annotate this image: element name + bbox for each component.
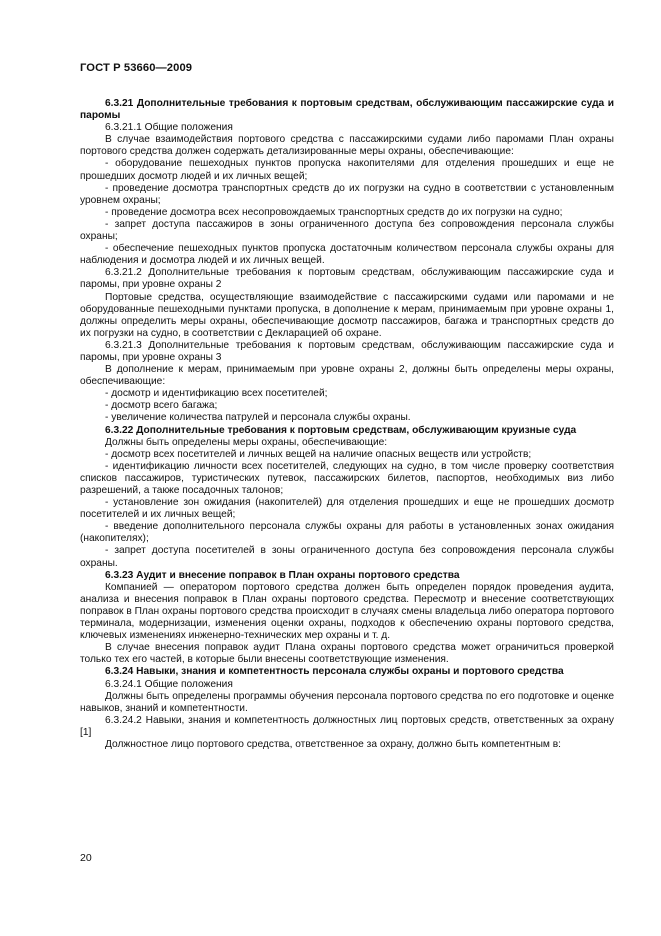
paragraph: В случае внесения поправок аудит Плана охраны портового средства может ограничиться проверкой только тех его частей, в которые были внесены соответствующие изменения. xyxy=(80,642,614,666)
paragraph: - запрет доступа пассажиров в зоны ограниченного доступа без сопровождения персонала службы охраны; xyxy=(80,218,614,243)
paragraph: 6.3.21.1 Общие положения xyxy=(105,122,233,134)
paragraph: - проведение досмотра всех несопровождаемых транспортных средств до их погрузки на судно; xyxy=(105,206,563,218)
section-heading: 6.3.23 Аудит и внесение поправок в План охраны портового средства xyxy=(105,569,460,581)
page-number: 20 xyxy=(80,852,92,864)
paragraph: - обеспечение пешеходных пунктов пропуска достаточным количеством персонала службы охраны для наблюдения и досмотра людей и их личных вещей. xyxy=(80,243,614,267)
section-heading: 6.3.21 Дополнительные требования к портовым средствам, обслуживающим пассажирские суда и паромы xyxy=(80,98,614,122)
paragraph: - досмотр всех посетителей и личных вещей на наличие опасных веществ или устройств; xyxy=(105,448,532,460)
paragraph: Должны быть определены меры охраны, обеспечивающие: xyxy=(105,436,388,448)
paragraph: Должны быть определены программы обучения персонала портового средства по его подготовке и оценке навыков, знаний и компетентности. xyxy=(80,690,614,714)
paragraph: - установление зон ожидания (накопителей) для отделения прошедших и еще не прошедших досмотр посетителей и их личных вещей; xyxy=(80,497,614,521)
paragraph: - введение дополнительного персонала службы охраны для работы в установленных зонах ожидания (накопителях); xyxy=(80,521,614,545)
paragraph: - увеличение количества патрулей и персонала службы охраны. xyxy=(105,412,411,424)
paragraph: В дополнение к мерам, принимаемым при уровне охраны 2, должны быть определены меры охраны, обеспечивающие: xyxy=(80,364,614,388)
paragraph: - досмотр всего багажа; xyxy=(105,400,218,412)
paragraph: 6.3.21.3 Дополнительные требования к портовым средствам, обслуживающим пассажирские суда и паромы, при уровне охраны 3 xyxy=(80,339,614,363)
paragraph: Должностное лицо портового средства, ответственное за охрану, должно быть компетентным в: xyxy=(105,738,562,750)
document-header: ГОСТ Р 53660—2009 xyxy=(80,62,193,74)
paragraph: 6.3.21.2 Дополнительные требования к портовым средствам, обслуживающим пассажирские суда и паромы, при уровне охраны 2 xyxy=(80,267,614,291)
paragraph: 6.3.24.1 Общие положения xyxy=(105,678,233,690)
paragraph: - идентификацию личности всех посетителей, следующих на судно, в том числе проверку соответствия списков пассажиров, туристических путевок, пассажирских билетов, паспортов, необходимых виз либо разрешений, а также посадочных талонов; xyxy=(80,460,614,496)
paragraph: - проведение досмотра транспортных средств до их погрузки на судно в соответствии с установленным уровнем охраны; xyxy=(80,182,614,206)
paragraph: Портовые средства, осуществляющие взаимодействие с пассажирскими судами или паромами и не оборудованные пешеходными пунктами пропуска, в дополнение к мерам, принимаемым при уровне охраны 1, должны определить меры охраны, обеспечивающие досмотр пассажиров, багажа и транспортных средств до их погрузки на судно, в соответствии с Декларацией об охране. xyxy=(80,291,614,339)
section-heading: 6.3.24 Навыки, знания и компетентность персонала службы охраны и портового средства xyxy=(105,666,564,678)
paragraph: - запрет доступа посетителей в зоны ограниченного доступа без сопровождения персонала службы охраны. xyxy=(80,545,614,569)
paragraph: 6.3.24.2 Навыки, знания и компетентность должностных лиц портовых средств, ответственных за охрану [1] xyxy=(80,714,614,738)
paragraph: В случае взаимодействия портового средства с пассажирскими судами либо паромами План охраны портового средства должен содержать детализированные меры охраны, обеспечивающие: xyxy=(80,134,614,158)
section-heading: 6.3.22 Дополнительные требования к портовым средствам, обслуживающим круизные суда xyxy=(105,424,577,436)
paragraph: Компанией — оператором портового средства должен быть определен порядок проведения аудита, анализа и внесения поправок в План охраны портового средства. Пересмотр и внесение соответствующих поправок в План охраны портового средства происходит в случаях смены владельца либо оператора портового терминала, модернизации, изменения оценки охраны, подходов к обеспечению охраны портового средства, ключевых изменениях инженерно-технических мер охраны и т. д. xyxy=(80,581,614,642)
paragraph: - оборудование пешеходных пунктов пропуска накопителями для отделения прошедших и еще не прошедших досмотр людей и их личных вещей; xyxy=(80,158,614,182)
document-body xyxy=(80,98,614,751)
paragraph: - досмотр и идентификацию всех посетителей; xyxy=(105,388,328,400)
